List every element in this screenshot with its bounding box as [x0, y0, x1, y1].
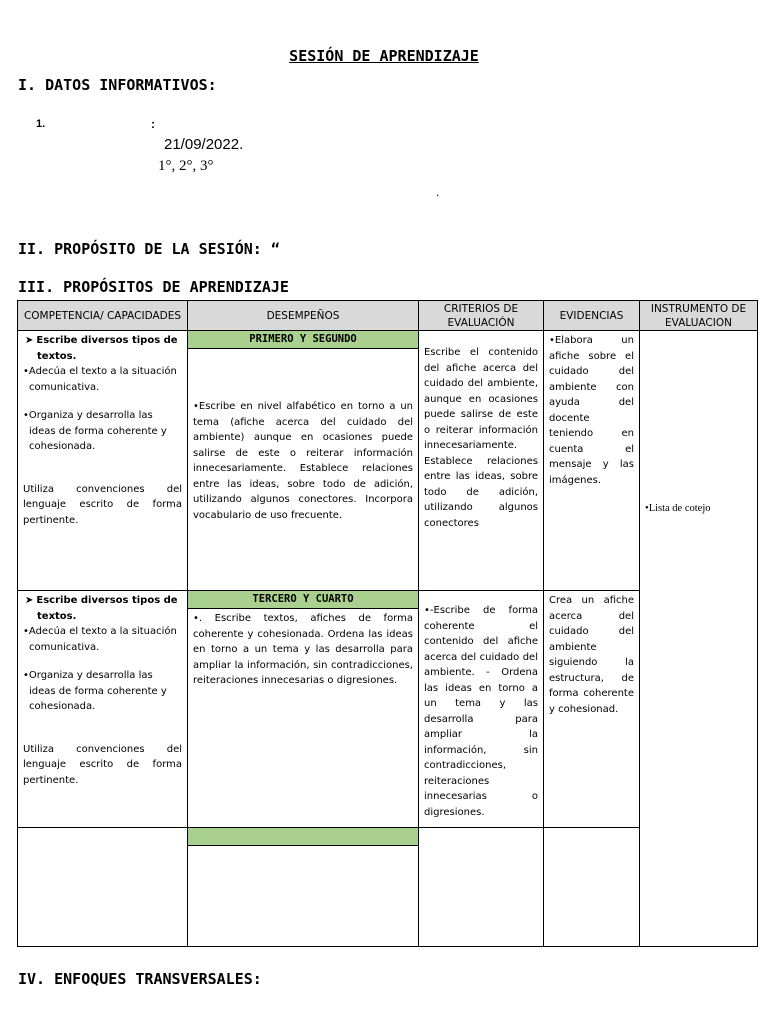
- evidencia-text: Crea un afiche acerca del cuidado del ambiente siguiendo la estructura, de forma coherente y cohesionad.: [549, 595, 634, 715]
- instrumento-text: Lista de cotejo: [648, 503, 711, 514]
- header-competencia: COMPETENCIA/ CAPACIDADES: [18, 301, 188, 331]
- empty-cell: [18, 828, 188, 947]
- item-number: 1.: [36, 118, 46, 130]
- session-date: 21/09/2022.: [164, 136, 244, 153]
- capacidad-3: Utiliza convenciones del lenguaje escrito de forma pertinente.: [23, 743, 182, 786]
- capacidad-1: Adecúa el texto a la situación comunicativa.: [28, 366, 177, 393]
- session-grades: 1°, 2°, 3°: [158, 158, 214, 174]
- evidencia-cell: [544, 591, 640, 828]
- competencia-title: Escribe diversos tipos de textos.: [36, 595, 178, 622]
- competencia-cell: ➤ Escribe diversos tipos de textos. •Adecúa el texto a la situación comunicativa. •Organiza y desarrolla las ideas de forma coherente y cohesionada. Utiliza convenciones del lenguaje escrito de forma pertinente.: [18, 331, 188, 591]
- document-title: SESIÓN DE APRENDIZAJE: [289, 47, 479, 65]
- stray-dot: .: [436, 185, 440, 199]
- capacidad-1: Adecúa el texto a la situación comunicativa.: [28, 626, 177, 653]
- header-criterios: CRITERIOS DE EVALUACIÓN: [419, 301, 544, 331]
- desempeno-cell: PRIMERO Y SEGUNDO •Escribe en nivel alfabético en torno a un tema (afiche acerca del cuidado del ambiente) aunque en ocasiones puede salirse de este o reiterar información innecesariamente. Establece relaciones entre las ideas, sobre todo de adición, utilizando algunos conectores. Incorpora vocabulario de uso frecuente.: [188, 331, 419, 591]
- header-desempenos: DESEMPEÑOS: [188, 301, 419, 331]
- header-evidencias: EVIDENCIAS: [544, 301, 640, 331]
- section-heading-proposito: II. PROPÓSITO DE LA SESIÓN: “: [18, 240, 280, 258]
- desempeno-cell: [188, 828, 419, 947]
- learning-purposes-table: [17, 300, 758, 947]
- header-instrumento: INSTRUMENTO DE EVALUACION: [640, 301, 758, 331]
- section-heading-propositos-aprendizaje: III. PROPÓSITOS DE APRENDIZAJE: [18, 278, 289, 296]
- desempeno-cell: TERCERO Y CUARTO •. Escribe textos, afiches de forma coherente y cohesionada. Ordena las ideas en torno a un tema y las desarrolla para ampliar la información, sin contradicciones, reiteraciones innecesarias o digresiones.: [188, 591, 419, 828]
- empty-cell: [544, 828, 640, 947]
- item-colon: :: [151, 117, 155, 131]
- capacidad-3: Utiliza convenciones del lenguaje escrito de forma pertinente.: [23, 483, 182, 526]
- criterio-cell: •-Escribe de forma coherente el contenido del afiche acerca del cuidado del ambiente. - Ordena las ideas en torno a un tema y las desarrolla para ampliar la información, sin contradicciones, reiteraciones innecesarias o digresiones.: [419, 591, 544, 828]
- capacidad-2: Organiza y desarrolla las ideas de forma coherente y cohesionada.: [28, 410, 167, 452]
- section-heading-datos: I. DATOS INFORMATIVOS:: [18, 76, 217, 94]
- capacidad-2: Organiza y desarrolla las ideas de forma coherente y cohesionada.: [28, 670, 167, 712]
- instrumento-cell: •Lista de cotejo: [640, 331, 758, 947]
- criterio-cell: [419, 331, 544, 591]
- grade-bar-empty: [188, 828, 418, 846]
- section-heading-enfoques: IV. ENFOQUES TRANSVERSALES:: [18, 970, 262, 988]
- desempeno-text: Escribe en nivel alfabético en torno a un tema (afiche acerca del cuidado del ambiente) aunque en ocasiones puede salirse de este o reiterar información innecesariamente. Establece relaciones entre las ideas, sobre todo de adición, utilizando algunos conectores. Incorpora vocabulario de uso frecuente.: [193, 401, 413, 521]
- competencia-cell: ➤ Escribe diversos tipos de textos. •Adecúa el texto a la situación comunicativa. •Organiza y desarrolla las ideas de forma coherente y cohesionada. Utiliza convenciones del lenguaje escrito de forma pertinente.: [18, 591, 188, 828]
- grade-bar-tercero-cuarto: TERCERO Y CUARTO: [188, 591, 418, 609]
- criterio-text: Escribe el contenido del afiche acerca del cuidado del ambiente, aunque en ocasiones puede salirse de este o reiterar información innecesariamente. Establece relaciones entre las ideas, sobre todo de adición, utilizando algunos conectores: [424, 347, 538, 529]
- grade-bar-primero-segundo: PRIMERO Y SEGUNDO: [188, 331, 418, 349]
- desempeno-text: . Escribe textos, afiches de forma coherente y cohesionada. Ordena las ideas en torno a un tema y las desarrolla para ampliar la información, sin contradicciones, reiteraciones innecesarias o digresiones.: [193, 613, 413, 686]
- empty-cell: [419, 828, 544, 947]
- competencia-title: Escribe diversos tipos de textos.: [36, 335, 178, 362]
- table-row: [18, 331, 758, 591]
- evidencia-text: Elabora un afiche sobre el cuidado del ambiente con ayuda del docente teniendo en cuenta el mensaje y las imágenes.: [549, 335, 634, 486]
- evidencia-cell: •Elabora un afiche sobre el cuidado del ambiente con ayuda del docente teniendo en cuenta el mensaje y las imágenes.: [544, 331, 640, 591]
- criterio-text: -Escribe de forma coherente el contenido del afiche acerca del cuidado del ambiente. - Ordena las ideas en torno a un tema y las desarrolla para ampliar la información, sin contradicciones, reiteraciones innecesarias o digresiones.: [424, 605, 538, 818]
